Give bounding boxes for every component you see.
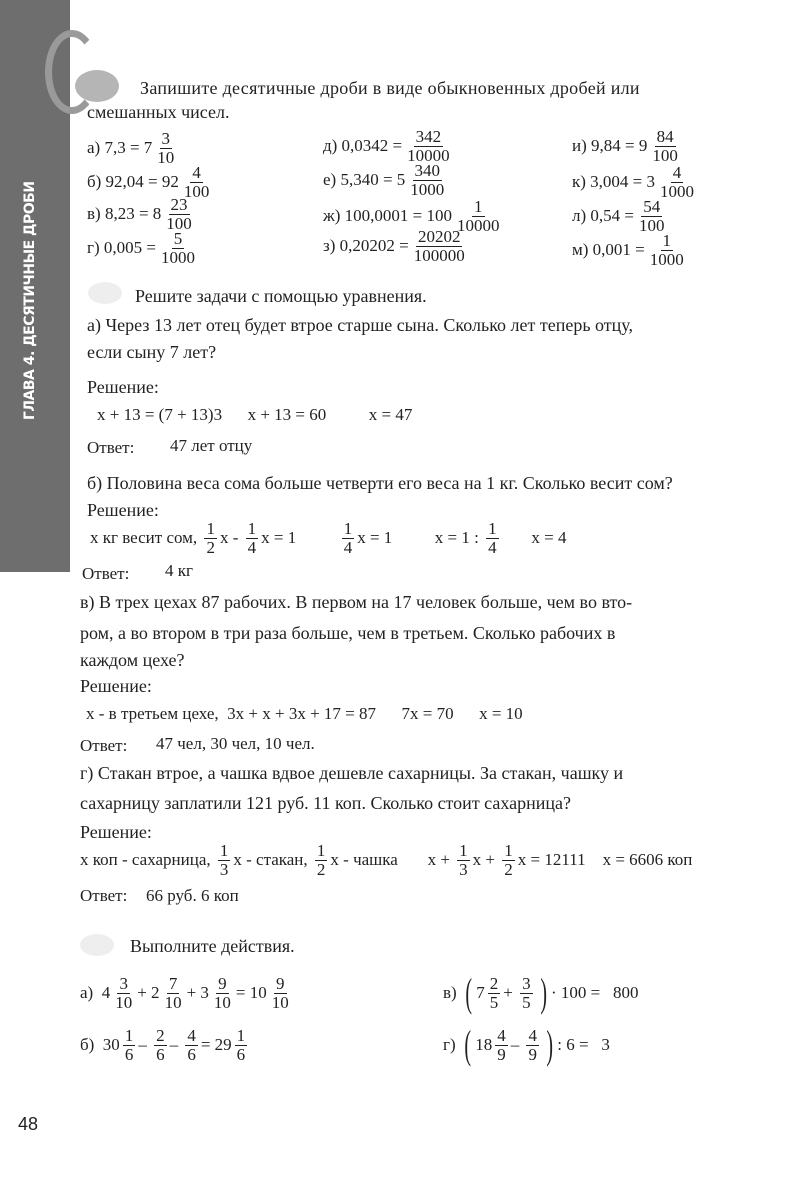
expression-text: – bbox=[138, 1035, 152, 1054]
expression-text: м) 0,001 = bbox=[572, 240, 645, 259]
fraction-numerator: 1 bbox=[459, 840, 468, 860]
fraction-denominator: 9 bbox=[528, 1044, 537, 1064]
fraction-denominator: 3 bbox=[459, 859, 468, 879]
chapter-tab-label: ГЛАВА 4. ДЕСЯТИЧНЫЕ ДРОБИ bbox=[22, 181, 38, 420]
fraction-denominator: 6 bbox=[236, 1044, 246, 1064]
fraction bbox=[113, 975, 134, 1012]
expression-text: б) 30 bbox=[80, 1035, 120, 1054]
fraction-denominator: 10 bbox=[157, 147, 175, 167]
ex2c-answer: 47 чел, 30 чел, 10 чел. bbox=[156, 734, 315, 753]
ex3-title: Выполните действия. bbox=[130, 936, 295, 956]
ex2a-question-cont: если сыну 7 лет? bbox=[87, 342, 217, 362]
ex2c-equation bbox=[86, 692, 523, 736]
expression-text: x коп - сахарница, bbox=[80, 850, 215, 869]
answer-label: Ответ: bbox=[80, 736, 128, 755]
fraction-denominator: 3 bbox=[219, 859, 229, 879]
expression-text: – bbox=[510, 1035, 524, 1054]
fraction bbox=[218, 842, 231, 879]
fraction bbox=[246, 520, 259, 557]
fraction-denominator: 100 bbox=[638, 215, 665, 235]
expression-text: = 10 bbox=[235, 983, 267, 1002]
fraction bbox=[185, 1027, 198, 1064]
fraction bbox=[495, 1027, 508, 1064]
answer-label: Ответ: bbox=[82, 564, 130, 583]
solution-label: Решение: bbox=[87, 500, 159, 520]
fraction-numerator: 84 bbox=[656, 126, 674, 146]
fraction-numerator: 1 bbox=[343, 518, 353, 538]
fraction-denominator: 2 bbox=[206, 537, 215, 557]
ex2c-question-cont: ром, а во втором в три раза больше, чем в третьем. Сколько рабочих в bbox=[80, 623, 616, 643]
expression-text: x = 1 bbox=[261, 528, 339, 547]
fraction-numerator: 1 bbox=[504, 840, 513, 860]
ex1-item bbox=[323, 224, 470, 268]
fraction-numerator: 7 bbox=[168, 973, 178, 993]
expression-text: л) 0,54 = bbox=[572, 206, 634, 225]
ex1-title-cont: смешанных чисел. bbox=[87, 102, 230, 122]
ex3b-expression bbox=[80, 1023, 250, 1067]
ex3a-expression bbox=[80, 971, 294, 1015]
page-number: 48 bbox=[18, 1114, 39, 1134]
fraction-denominator: 6 bbox=[187, 1044, 196, 1064]
fraction bbox=[315, 842, 328, 879]
parenthesis: ) bbox=[539, 970, 547, 1015]
fraction bbox=[204, 520, 217, 557]
expression-text: з) 0,20202 = bbox=[323, 236, 409, 255]
ex2b-equation bbox=[90, 516, 566, 560]
fraction bbox=[159, 230, 197, 267]
fraction-numerator: 3 bbox=[161, 128, 171, 148]
fraction-numerator: 342 bbox=[415, 126, 442, 146]
expression-text: д) 0,0342 = bbox=[323, 136, 403, 155]
fraction bbox=[163, 975, 184, 1012]
ex2b-answer: 4 кг bbox=[165, 561, 193, 580]
expression-text: в) bbox=[443, 983, 461, 1002]
expression-text: + bbox=[503, 983, 518, 1002]
exercise-number-badge bbox=[75, 70, 119, 102]
expression-text: x - чашка x + bbox=[330, 850, 455, 869]
expression-text: x = 12111 x = 6606 коп bbox=[517, 850, 693, 869]
fraction-denominator: 10 bbox=[115, 992, 133, 1012]
expression-text: x - bbox=[219, 528, 243, 547]
fraction-numerator: 340 bbox=[414, 160, 441, 180]
fraction-numerator: 1 bbox=[124, 1025, 134, 1045]
parenthesis: ( bbox=[465, 970, 472, 1015]
fraction bbox=[486, 520, 499, 557]
fraction-denominator: 10 bbox=[213, 992, 231, 1012]
fraction-numerator: 4 bbox=[192, 162, 201, 182]
fraction-numerator: 2 bbox=[489, 973, 499, 993]
ex2d-question: г) Стакан втрое, а чашка вдвое дешевле сахарницы. За стакан, чашку и bbox=[80, 763, 624, 783]
expression-text: а) 4 bbox=[80, 983, 111, 1002]
fraction-denominator: 4 bbox=[488, 537, 497, 557]
fraction-numerator: 2 bbox=[156, 1025, 165, 1045]
ex2-title: Решите задачи с помощью уравнения. bbox=[135, 286, 427, 306]
fraction-numerator: 1 bbox=[247, 518, 257, 538]
fraction bbox=[526, 1027, 539, 1064]
expression-text: 7 bbox=[476, 983, 485, 1002]
expression-text: ж) 100,0001 = 100 bbox=[323, 206, 452, 225]
ex1-item bbox=[87, 226, 200, 270]
expression-text: : 6 = 3 bbox=[557, 1035, 610, 1054]
fraction bbox=[270, 975, 291, 1012]
fraction-denominator: 5 bbox=[522, 992, 531, 1012]
fraction-numerator: 1 bbox=[316, 840, 326, 860]
fraction-numerator: 4 bbox=[497, 1025, 506, 1045]
answer-label: Ответ: bbox=[80, 886, 128, 905]
fraction-denominator: 100 bbox=[652, 145, 678, 165]
fraction-numerator: 20202 bbox=[417, 226, 461, 246]
ex2a-answer: 47 лет отцу bbox=[170, 436, 253, 455]
fraction-numerator: 5 bbox=[173, 228, 183, 248]
expression-text: x - стакан, bbox=[233, 850, 312, 869]
fraction-denominator: 6 bbox=[124, 1044, 134, 1064]
parenthesis: ) bbox=[546, 1022, 553, 1067]
fraction-numerator: 54 bbox=[643, 196, 661, 216]
fraction bbox=[648, 232, 686, 269]
expression-text: x = 1 x = 1 : bbox=[357, 528, 484, 547]
ex1-title: Запишите десятичные дроби в виде обыкновенных дробей или bbox=[140, 78, 640, 98]
fraction-denominator: 6 bbox=[156, 1044, 165, 1064]
fraction-numerator: 9 bbox=[218, 973, 227, 993]
fraction-numerator: 3 bbox=[522, 973, 531, 993]
expression-text: x = 4 bbox=[501, 528, 567, 547]
expression-text: + 2 bbox=[137, 983, 160, 1002]
fraction bbox=[502, 842, 515, 879]
fraction-denominator: 100000 bbox=[413, 245, 465, 265]
fraction-numerator: 23 bbox=[170, 194, 188, 214]
fraction-denominator: 2 bbox=[504, 859, 513, 879]
expression-text: и) 9,84 = 9 bbox=[572, 136, 648, 155]
expression-text: – bbox=[169, 1035, 183, 1054]
fraction-denominator: 1000 bbox=[160, 247, 195, 267]
fraction-denominator: 1000 bbox=[649, 249, 684, 269]
fraction-denominator: 10000 bbox=[407, 145, 450, 165]
expression-text: x - в третьем цехе, 3x + x + 3x + 17 = 87 7x = 70 x = 10 bbox=[86, 704, 523, 723]
expression-text: + 3 bbox=[186, 983, 209, 1002]
fraction-numerator: 1 bbox=[662, 230, 672, 250]
ex2c-question: в) В трех цехах 87 рабочих. В первом на 17 человек больше, чем во вто- bbox=[80, 592, 633, 612]
ex2d-equation bbox=[80, 838, 692, 882]
fraction-numerator: 4 bbox=[187, 1025, 196, 1045]
fraction bbox=[520, 975, 533, 1012]
fraction-denominator: 9 bbox=[497, 1044, 506, 1064]
fraction-numerator: 1 bbox=[236, 1025, 246, 1045]
fraction-denominator: 4 bbox=[343, 537, 353, 557]
solution-label: Решение: bbox=[80, 676, 152, 696]
expression-text: 18 bbox=[475, 1035, 493, 1054]
ex2b-question: б) Половина веса сома больше четверти его веса на 1 кг. Сколько весит сом? bbox=[87, 473, 673, 493]
exercise-number-badge bbox=[80, 934, 114, 956]
expression-text: к) 3,004 = 3 bbox=[572, 172, 656, 191]
solution-label: Решение: bbox=[87, 377, 159, 397]
fraction-numerator: 4 bbox=[672, 162, 682, 182]
fraction bbox=[457, 842, 470, 879]
fraction bbox=[412, 228, 467, 265]
fraction-numerator: 1 bbox=[488, 518, 497, 538]
ex3c-expression bbox=[443, 971, 638, 1015]
expression-text: г) 0,005 = bbox=[87, 238, 156, 257]
fraction-denominator: 1000 bbox=[410, 179, 445, 199]
expression-text: е) 5,340 = 5 bbox=[323, 170, 406, 189]
answer-label: Ответ: bbox=[87, 438, 135, 457]
fraction-denominator: 5 bbox=[489, 992, 499, 1012]
expression-text: x + bbox=[472, 850, 500, 869]
fraction-denominator: 4 bbox=[247, 537, 257, 557]
expression-text: = 29 bbox=[200, 1035, 232, 1054]
ex2d-question-cont: сахарницу заплатили 121 руб. 11 коп. Сколько стоит сахарница? bbox=[80, 793, 572, 813]
ex2a-question: а) Через 13 лет отец будет втрое старше сына. Сколько лет теперь отцу, bbox=[87, 315, 634, 335]
expression-text: в) 8,23 = 8 bbox=[87, 204, 162, 223]
fraction-numerator: 1 bbox=[206, 518, 215, 538]
ex3d-expression bbox=[443, 1023, 610, 1067]
fraction bbox=[235, 1027, 248, 1064]
fraction-denominator: 100 bbox=[166, 213, 192, 233]
fraction-numerator: 9 bbox=[276, 973, 285, 993]
exercise-number-badge bbox=[88, 282, 122, 304]
fraction bbox=[488, 975, 501, 1012]
expression-text: г) bbox=[443, 1035, 460, 1054]
expression-text: а) 7,3 = 7 bbox=[87, 138, 153, 157]
fraction bbox=[212, 975, 233, 1012]
expression-text: · 100 = 800 bbox=[550, 983, 639, 1002]
fraction-numerator: 1 bbox=[474, 196, 483, 216]
expression-text: x + 13 = (7 + 13)3 x + 13 = 60 x = 47 bbox=[97, 405, 413, 424]
fraction-denominator: 10000 bbox=[457, 215, 500, 235]
fraction-numerator: 4 bbox=[528, 1025, 537, 1045]
fraction bbox=[650, 128, 680, 165]
fraction bbox=[123, 1027, 136, 1064]
fraction bbox=[408, 162, 446, 199]
expression-text: x кг весит сом, bbox=[90, 528, 202, 547]
ex2a-equation bbox=[97, 393, 412, 437]
fraction-denominator: 2 bbox=[316, 859, 326, 879]
solution-label: Решение: bbox=[80, 822, 152, 842]
fraction-numerator: 1 bbox=[219, 840, 229, 860]
fraction bbox=[342, 520, 355, 557]
fraction-denominator: 100 bbox=[183, 181, 210, 201]
fraction bbox=[154, 1027, 167, 1064]
ex1-item bbox=[572, 228, 689, 272]
fraction-numerator: 3 bbox=[119, 973, 128, 993]
fraction-denominator: 1000 bbox=[660, 181, 695, 201]
ex2c-question-cont: каждом цехе? bbox=[80, 650, 185, 670]
expression-text: б) 92,04 = 92 bbox=[87, 172, 179, 191]
parenthesis: ( bbox=[464, 1022, 471, 1067]
fraction-denominator: 10 bbox=[271, 992, 289, 1012]
ex2d-answer: 66 руб. 6 коп bbox=[146, 886, 239, 905]
fraction-denominator: 10 bbox=[164, 992, 182, 1012]
